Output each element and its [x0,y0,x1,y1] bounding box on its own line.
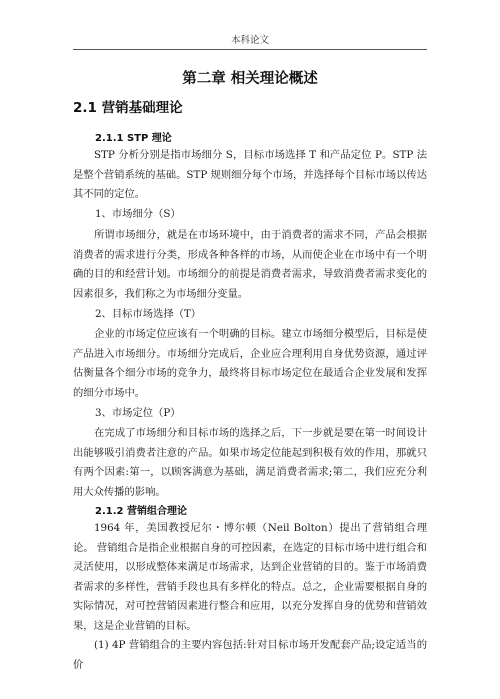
subsection-title-mix: 2.1.2 营销组合理论 [95,506,187,517]
paragraph-stp-intro: STP 分析分别是指市场细分 S，目标市场选择 T 和产品定位 P。STP 法是整个营销系统的基础。STP 规则细分每个市场，并选择每个目标市场以传达其不同的定位。 [73,149,427,200]
section-title: 2.1 营销基础理论 [73,100,183,116]
paragraph-positioning: 在完成了市场细分和目标市场的选择之后，下一步就是要在第一时间设计出能够吸引消费者注意的产品。如果市场定位能起到积极有效的作用，那就只有两个因素:第一，以顾客满意为基础，满足消费者需求;第二，我们应充分利用大众传播的影响。 [73,427,427,498]
paragraph-marketing-mix: 1964 年，美国教授尼尔・博尔顿（Neil Bolton）提出了营销组合理论。 营销组合是指企业根据自身的可控因素，在选定的目标市场中进行组合和灵活使用，以形成整体来满足市场需求，达到企业营销的目的。鉴于市场消费者需求的多样性，营销手段也具有多样化的特点。总之，企业需要根据自身的实际情况，对可控营销因素进行整合和应用，以充分发挥自身的优势和营销效果，这是企业营销的目标。 [73,522,427,632]
chapter-title: 第二章 相关理论概述 [182,71,318,87]
paragraph-4p: (1) 4P 营销组合的主要内容包括:针对目标市场开发配套产品;设定适当的价 [73,639,427,671]
list-item-targeting: 2、目标市场选择（T） [95,308,202,320]
list-item-positioning: 3、市场定位（P） [95,407,181,419]
list-item-segmentation: 1、市场细分（S） [95,208,181,220]
subsection-title-stp: 2.1.1 STP 理论 [95,133,172,144]
paragraph-segmentation: 所谓市场细分，就是在市场环境中，由于消费者的需求不同，产品会根据消费者的需求进行分类，形成各种各样的市场，从而使企业在市场中有一个明确的目的和经营计划。市场细分的前提是消费者需求，导致消费者需求变化的因素很多，我们称之为市场细分变量。 [73,229,427,300]
running-header: 本科论文 [73,32,427,50]
paragraph-targeting: 企业的市场定位应该有一个明确的目标。建立市场细分模型后，目标是使产品进入市场细分。市场细分完成后，企业应合理利用自身优势资源，通过评估衡量各个细分市场的竞争力，最终将目标市场定位在最适合企业发展和发挥的细分市场中。 [73,328,427,399]
